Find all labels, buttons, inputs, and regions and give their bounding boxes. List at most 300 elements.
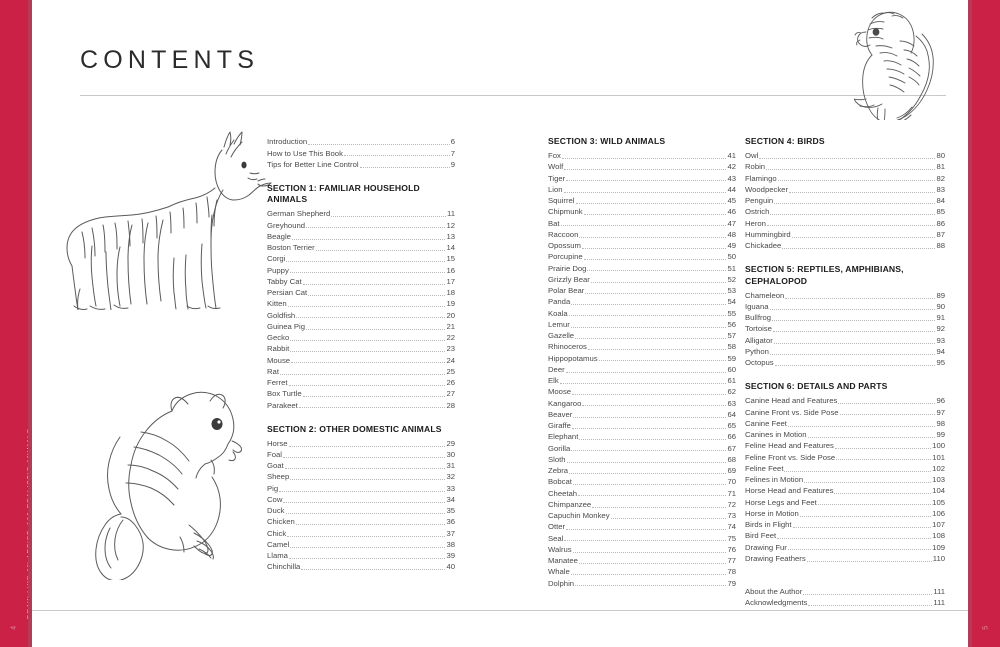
toc-entry[interactable] [548,420,736,431]
toc-entry[interactable] [267,264,455,275]
toc-leader-dots [789,191,935,193]
toc-entry[interactable] [267,354,455,365]
toc-entry[interactable] [745,346,945,357]
toc-entry-page: 34 [446,494,455,504]
toc-entry[interactable] [267,388,455,399]
toc-entry-page: 78 [727,567,736,577]
toc-entry-title: Chick [267,528,287,538]
toc-entry[interactable] [745,553,945,564]
toc-entry[interactable] [267,505,455,516]
toc-entry-title: Chameleon [745,290,785,300]
toc-entry-page: 64 [727,409,736,419]
toc-entry[interactable] [745,418,945,429]
toc-section-heading: SECTION 3: WILD ANIMALS [548,136,666,146]
toc-entry-page: 74 [727,522,736,532]
toc-entry-page: 41 [727,151,736,161]
toc-leader-dots [770,353,936,355]
toc-entry[interactable] [548,499,736,510]
toc-entry-page: 48 [727,229,736,239]
toc-entry[interactable] [745,496,945,507]
toc-leader-dots [285,467,446,469]
toc-entry[interactable] [267,159,455,170]
toc-entry[interactable] [745,334,945,345]
toc-entry[interactable] [548,431,736,442]
toc-entry[interactable] [548,375,736,386]
toc-column-middle [548,136,736,589]
toc-entry-title: Felines in Motion [745,475,804,485]
toc-entry[interactable] [267,287,455,298]
toc-entry-title: Dolphin [548,578,575,588]
toc-entry-page: 23 [446,344,455,354]
toc-entry[interactable] [548,510,736,521]
toc-leader-dots [788,548,931,550]
toc-entry[interactable] [267,136,455,147]
toc-group [745,381,945,564]
toc-entry[interactable] [745,395,945,406]
toc-entry-page: 76 [727,544,736,554]
toc-leader-dots [360,166,450,168]
toc-entry[interactable] [745,474,945,485]
toc-entry-page: 57 [727,331,736,341]
toc-entry[interactable] [548,229,736,240]
toc-entry-page: 86 [936,218,945,228]
toc-entry-page: 20 [446,310,455,320]
toc-entry-title: Box Turtle [267,389,302,399]
toc-entry[interactable] [548,262,736,273]
toc-entry[interactable] [745,451,945,462]
toc-leader-dots [770,308,936,310]
toc-entry-page: 22 [446,333,455,343]
toc-entry[interactable] [745,206,945,217]
toc-entry[interactable] [745,229,945,240]
toc-entry[interactable] [267,527,455,538]
toc-entry[interactable] [548,566,736,577]
toc-entry-page: 77 [727,556,736,566]
toc-entry-page: 75 [727,533,736,543]
toc-entry[interactable] [548,150,736,161]
toc-leader-dots [331,215,446,217]
toc-entry-title: Pig [267,483,279,493]
toc-entry-page: 44 [727,184,736,194]
toc-entry-page: 68 [727,454,736,464]
toc-entry[interactable] [745,323,945,334]
toc-entry[interactable] [267,219,455,230]
toc-leader-dots [808,604,932,606]
toc-entry-page: 95 [936,358,945,368]
toc-leader-dots [766,168,935,170]
toc-entry[interactable] [548,364,736,375]
toc-leader-dots [290,478,445,480]
toc-entry[interactable] [267,437,455,448]
toc-leader-dots [582,404,726,406]
toc-leader-dots [308,143,450,145]
toc-entry-title: Horse in Motion [745,508,799,518]
toc-entry-page: 53 [727,286,736,296]
toc-entry[interactable] [745,150,945,161]
toc-entry-title: Giraffe [548,421,571,431]
toc-entry-title: Cheetah [548,488,578,498]
toc-entry-page: 65 [727,421,736,431]
toc-entry[interactable] [267,231,455,242]
toc-leader-dots [306,328,445,330]
toc-entry[interactable] [745,184,945,195]
toc-entry-title: Cow [267,494,283,504]
toc-leader-dots [575,337,726,339]
toc-entry[interactable] [267,561,455,572]
toc-entry-page: 67 [727,443,736,453]
toc-entry[interactable] [267,494,455,505]
toc-entry-page: 87 [936,229,945,239]
toc-entry-page: 92 [936,324,945,334]
toc-leader-dots [584,213,727,215]
toc-entry-title: Rhinoceros [548,342,587,352]
toc-entry[interactable] [745,357,945,368]
toc-entry-page: 83 [936,184,945,194]
toc-entry-title: Chicken [267,517,295,527]
toc-leader-dots [560,382,727,384]
toc-group [267,136,455,170]
toc-entry-title: Squirrel [548,196,575,206]
toc-entry-page: 31 [446,461,455,471]
toc-entry-page: 9 [450,159,455,169]
toc-leader-dots [306,226,445,228]
toc-leader-dots [292,238,446,240]
toc-entry[interactable] [267,208,455,219]
toc-leader-dots [301,568,445,570]
toc-section-heading: SECTION 6: DETAILS AND PARTS [745,381,888,392]
toc-entry-title: Walrus [548,544,572,554]
toc-entry[interactable] [548,217,736,228]
toc-entry-title: Gorilla [548,443,571,453]
toc-entry-page: 69 [727,466,736,476]
toc-entry[interactable] [267,366,455,377]
toc-leader-dots [785,297,935,299]
toc-entry-page: 66 [727,432,736,442]
toc-entry[interactable] [548,172,736,183]
toc-entry-title: Moose [548,387,572,397]
toc-leader-dots [573,416,726,418]
chipmunk-illustration [92,385,290,580]
toc-leader-dots [599,359,727,361]
toc-entry-title: Introduction [267,137,308,147]
toc-leader-dots [569,314,727,316]
toc-entry[interactable] [548,296,736,307]
toc-entry-page: 72 [727,499,736,509]
toc-leader-dots [775,364,936,366]
toc-leader-dots [782,247,935,249]
toc-leader-dots [564,191,727,193]
toc-entry-page: 71 [727,488,736,498]
toc-section-heading: SECTION 4: BIRDS [745,136,825,146]
toc-leader-dots [784,470,931,472]
toc-entry-page: 80 [936,151,945,161]
parakeet-illustration [854,8,964,120]
toc-entry[interactable] [745,195,945,206]
toc-entry-title: Penguin [745,196,774,206]
toc-entry-page: 109 [932,542,945,552]
toc-column-left [267,136,455,572]
toc-entry[interactable] [267,242,455,253]
toc-leader-dots [804,481,931,483]
toc-entry-title: Python [745,346,769,356]
toc-entry-title: Hummingbird [745,229,791,239]
toc-entry[interactable] [548,555,736,566]
toc-entry[interactable] [548,521,736,532]
toc-entry[interactable] [548,454,736,465]
toc-entry-page: 6 [450,137,455,147]
toc-entry-title: Ostrich [745,207,770,217]
toc-leader-dots [566,179,726,181]
toc-entry-title: Wolf [548,162,564,172]
toc-entry[interactable] [267,309,455,320]
page-title: CONTENTS [80,46,260,74]
toc-entry-page: 105 [932,497,945,507]
toc-entry-page: 101 [932,452,945,462]
toc-entry-page: 85 [936,207,945,217]
toc-entry[interactable] [745,429,945,440]
toc-entry-title: Chipmunk [548,207,583,217]
toc-entry-title: Sloth [548,454,566,464]
toc-entry[interactable] [745,586,945,597]
toc-entry[interactable] [267,471,455,482]
toc-entry-page: 99 [936,430,945,440]
toc-entry-title: Tiger [548,173,566,183]
toc-entry[interactable] [745,508,945,519]
toc-entry-title: Sheep [267,472,290,482]
toc-entry-title: Horse Legs and Feet [745,497,817,507]
toc-entry[interactable] [267,539,455,550]
toc-entry-title: Seal [548,533,564,543]
toc-entry[interactable] [548,307,736,318]
toc-entry[interactable] [548,544,736,555]
toc-entry[interactable] [745,440,945,451]
toc-entry-title: Parakeet [267,400,298,410]
toc-leader-dots [788,425,936,427]
toc-entry[interactable] [745,519,945,530]
toc-entry[interactable] [548,352,736,363]
toc-entry-page: 39 [446,551,455,561]
toc-entry-page: 56 [727,319,736,329]
toc-entry[interactable] [548,330,736,341]
toc-entry-page: 60 [727,364,736,374]
toc-entry-page: 17 [446,276,455,286]
toc-leader-dots [836,458,931,460]
toc-entry[interactable] [745,463,945,474]
toc-entry-page: 103 [932,475,945,485]
toc-entry-title: Duck [267,506,285,516]
toc-entry[interactable] [548,206,736,217]
toc-entry-page: 47 [727,218,736,228]
toc-leader-dots [296,316,445,318]
toc-leader-dots [803,593,932,595]
toc-entry[interactable] [745,217,945,228]
toc-leader-dots [303,395,446,397]
toc-entry[interactable] [548,465,736,476]
toc-entry-title: Beagle [267,231,291,241]
toc-entry-page: 13 [446,231,455,241]
toc-entry[interactable] [548,487,736,498]
toc-entry[interactable] [548,386,736,397]
toc-entry-page: 89 [936,290,945,300]
toc-leader-dots [287,535,445,537]
toc-entry-title: Corgi [267,254,286,264]
toc-entry-title: Mouse [267,355,291,365]
toc-entry[interactable] [548,285,736,296]
toc-entry-title: Bat [548,218,560,228]
toc-leader-dots [286,260,445,262]
toc-entry[interactable] [267,147,455,158]
toc-entry-title: Bobcat [548,477,572,487]
toc-leader-dots [569,472,726,474]
toc-entry-page: 73 [727,511,736,521]
toc-entry-page: 21 [446,321,455,331]
toc-entry[interactable] [548,341,736,352]
toc-entry[interactable] [745,541,945,552]
toc-leader-dots [773,330,936,332]
toc-entry[interactable] [267,321,455,332]
toc-group [267,424,455,573]
toc-leader-dots [792,236,936,238]
toc-entry[interactable] [548,397,736,408]
toc-entry[interactable] [548,476,736,487]
toc-leader-dots [800,515,931,517]
toc-leader-dots [774,342,936,344]
toc-entry-page: 30 [446,449,455,459]
toc-entry[interactable] [267,253,455,264]
toc-entry-page: 11 [447,209,455,219]
toc-entry-title: Drawing Feathers [745,553,806,563]
toc-entry[interactable] [548,195,736,206]
toc-entry[interactable] [548,532,736,543]
toc-leader-dots [575,584,726,586]
toc-entry[interactable] [267,482,455,493]
toc-leader-dots [573,551,727,553]
toc-entry[interactable] [745,530,945,541]
toc-entry-title: Birds in Flight [745,520,792,530]
toc-entry-page: 100 [932,441,945,451]
toc-entry[interactable] [548,442,736,453]
toc-leader-dots [808,436,936,438]
toc-entry-page: 111 [933,598,945,608]
header-rule [80,95,946,96]
toc-entry-page: 82 [936,173,945,183]
toc-entry[interactable] [745,485,945,496]
toc-entry-title: Zebra [548,466,569,476]
toc-entry[interactable] [267,550,455,561]
toc-entry-title: Feline Front vs. Side Pose [745,452,836,462]
toc-entry[interactable] [745,597,945,608]
toc-leader-dots [564,168,726,170]
toc-leader-dots [588,348,727,350]
toc-entry[interactable] [548,240,736,251]
toc-leader-dots [289,557,445,559]
toc-entry[interactable] [745,161,945,172]
toc-leader-dots [571,449,726,451]
toc-entry[interactable] [745,312,945,323]
toc-entry-title: Kangaroo [548,398,582,408]
toc-entry-title: Manatee [548,556,578,566]
toc-entry[interactable] [745,406,945,417]
toc-entry[interactable] [745,172,945,183]
toc-entry-title: Grizzly Bear [548,274,590,284]
toc-entry-page: 108 [932,531,945,541]
toc-entry-title: Lemur [548,319,570,329]
page-surface [32,0,968,647]
toc-entry[interactable] [267,516,455,527]
toc-entry-page: 107 [932,520,945,530]
toc-section-heading: SECTION 2: OTHER DOMESTIC ANIMALS [267,423,442,434]
toc-leader-dots [296,523,446,525]
toc-entry[interactable] [267,298,455,309]
toc-entry-title: Canines in Motion [745,430,807,440]
toc-entry[interactable] [548,184,736,195]
toc-entry-title: Kitten [267,299,287,309]
toc-entry-page: 106 [932,508,945,518]
toc-entry[interactable] [267,449,455,460]
toc-entry[interactable] [267,343,455,354]
toc-entry-page: 27 [446,389,455,399]
toc-entry-title: Chickadee [745,241,782,251]
toc-entry[interactable] [745,240,945,251]
toc-entry-page: 110 [932,553,945,563]
toc-leader-dots [835,447,931,449]
toc-entry-page: 25 [446,366,455,376]
toc-entry-page: 40 [446,562,455,572]
toc-entry-title: Chinchilla [267,562,301,572]
toc-entry-title: Ferret [267,378,288,388]
toc-entry[interactable] [267,460,455,471]
toc-entry-page: 24 [446,355,455,365]
toc-entry[interactable] [548,319,736,330]
folio-left: 4 [10,625,18,630]
toc-entry[interactable] [548,251,736,262]
toc-entry-page: 16 [446,265,455,275]
toc-entry-title: Goldfish [267,310,296,320]
toc-leader-dots [299,406,446,408]
toc-entry[interactable] [548,274,736,285]
toc-leader-dots [280,373,445,375]
toc-leader-dots [291,361,445,363]
toc-entry[interactable] [267,399,455,410]
toc-entry-title: How to Use This Book [267,148,343,158]
toc-leader-dots [288,305,446,307]
folio-right: 5 [982,625,990,630]
toc-entry[interactable] [745,289,945,300]
toc-entry[interactable] [267,377,455,388]
toc-entry[interactable] [548,409,736,420]
right-edge-shadow [968,0,972,647]
toc-leader-dots [774,202,935,204]
toc-entry-page: 35 [446,506,455,516]
toc-entry[interactable] [745,301,945,312]
toc-entry[interactable] [267,276,455,287]
toc-entry[interactable] [548,577,736,588]
toc-group [548,136,736,589]
toc-entry-page: 62 [727,387,736,397]
toc-leader-dots [834,492,931,494]
toc-entry[interactable] [548,161,736,172]
toc-entry-page: 59 [727,353,736,363]
toc-entry-title: Elephant [548,432,579,442]
toc-entry-title: Koala [548,308,568,318]
toc-entry-page: 70 [727,477,736,487]
toc-entry[interactable] [267,332,455,343]
toc-entry-title: Chimpanzee [548,499,592,509]
toc-group [267,183,455,411]
toc-entry-title: Whale [548,567,570,577]
toc-entry-page: 104 [932,486,945,496]
toc-entry-title: German Shepherd [267,209,331,219]
